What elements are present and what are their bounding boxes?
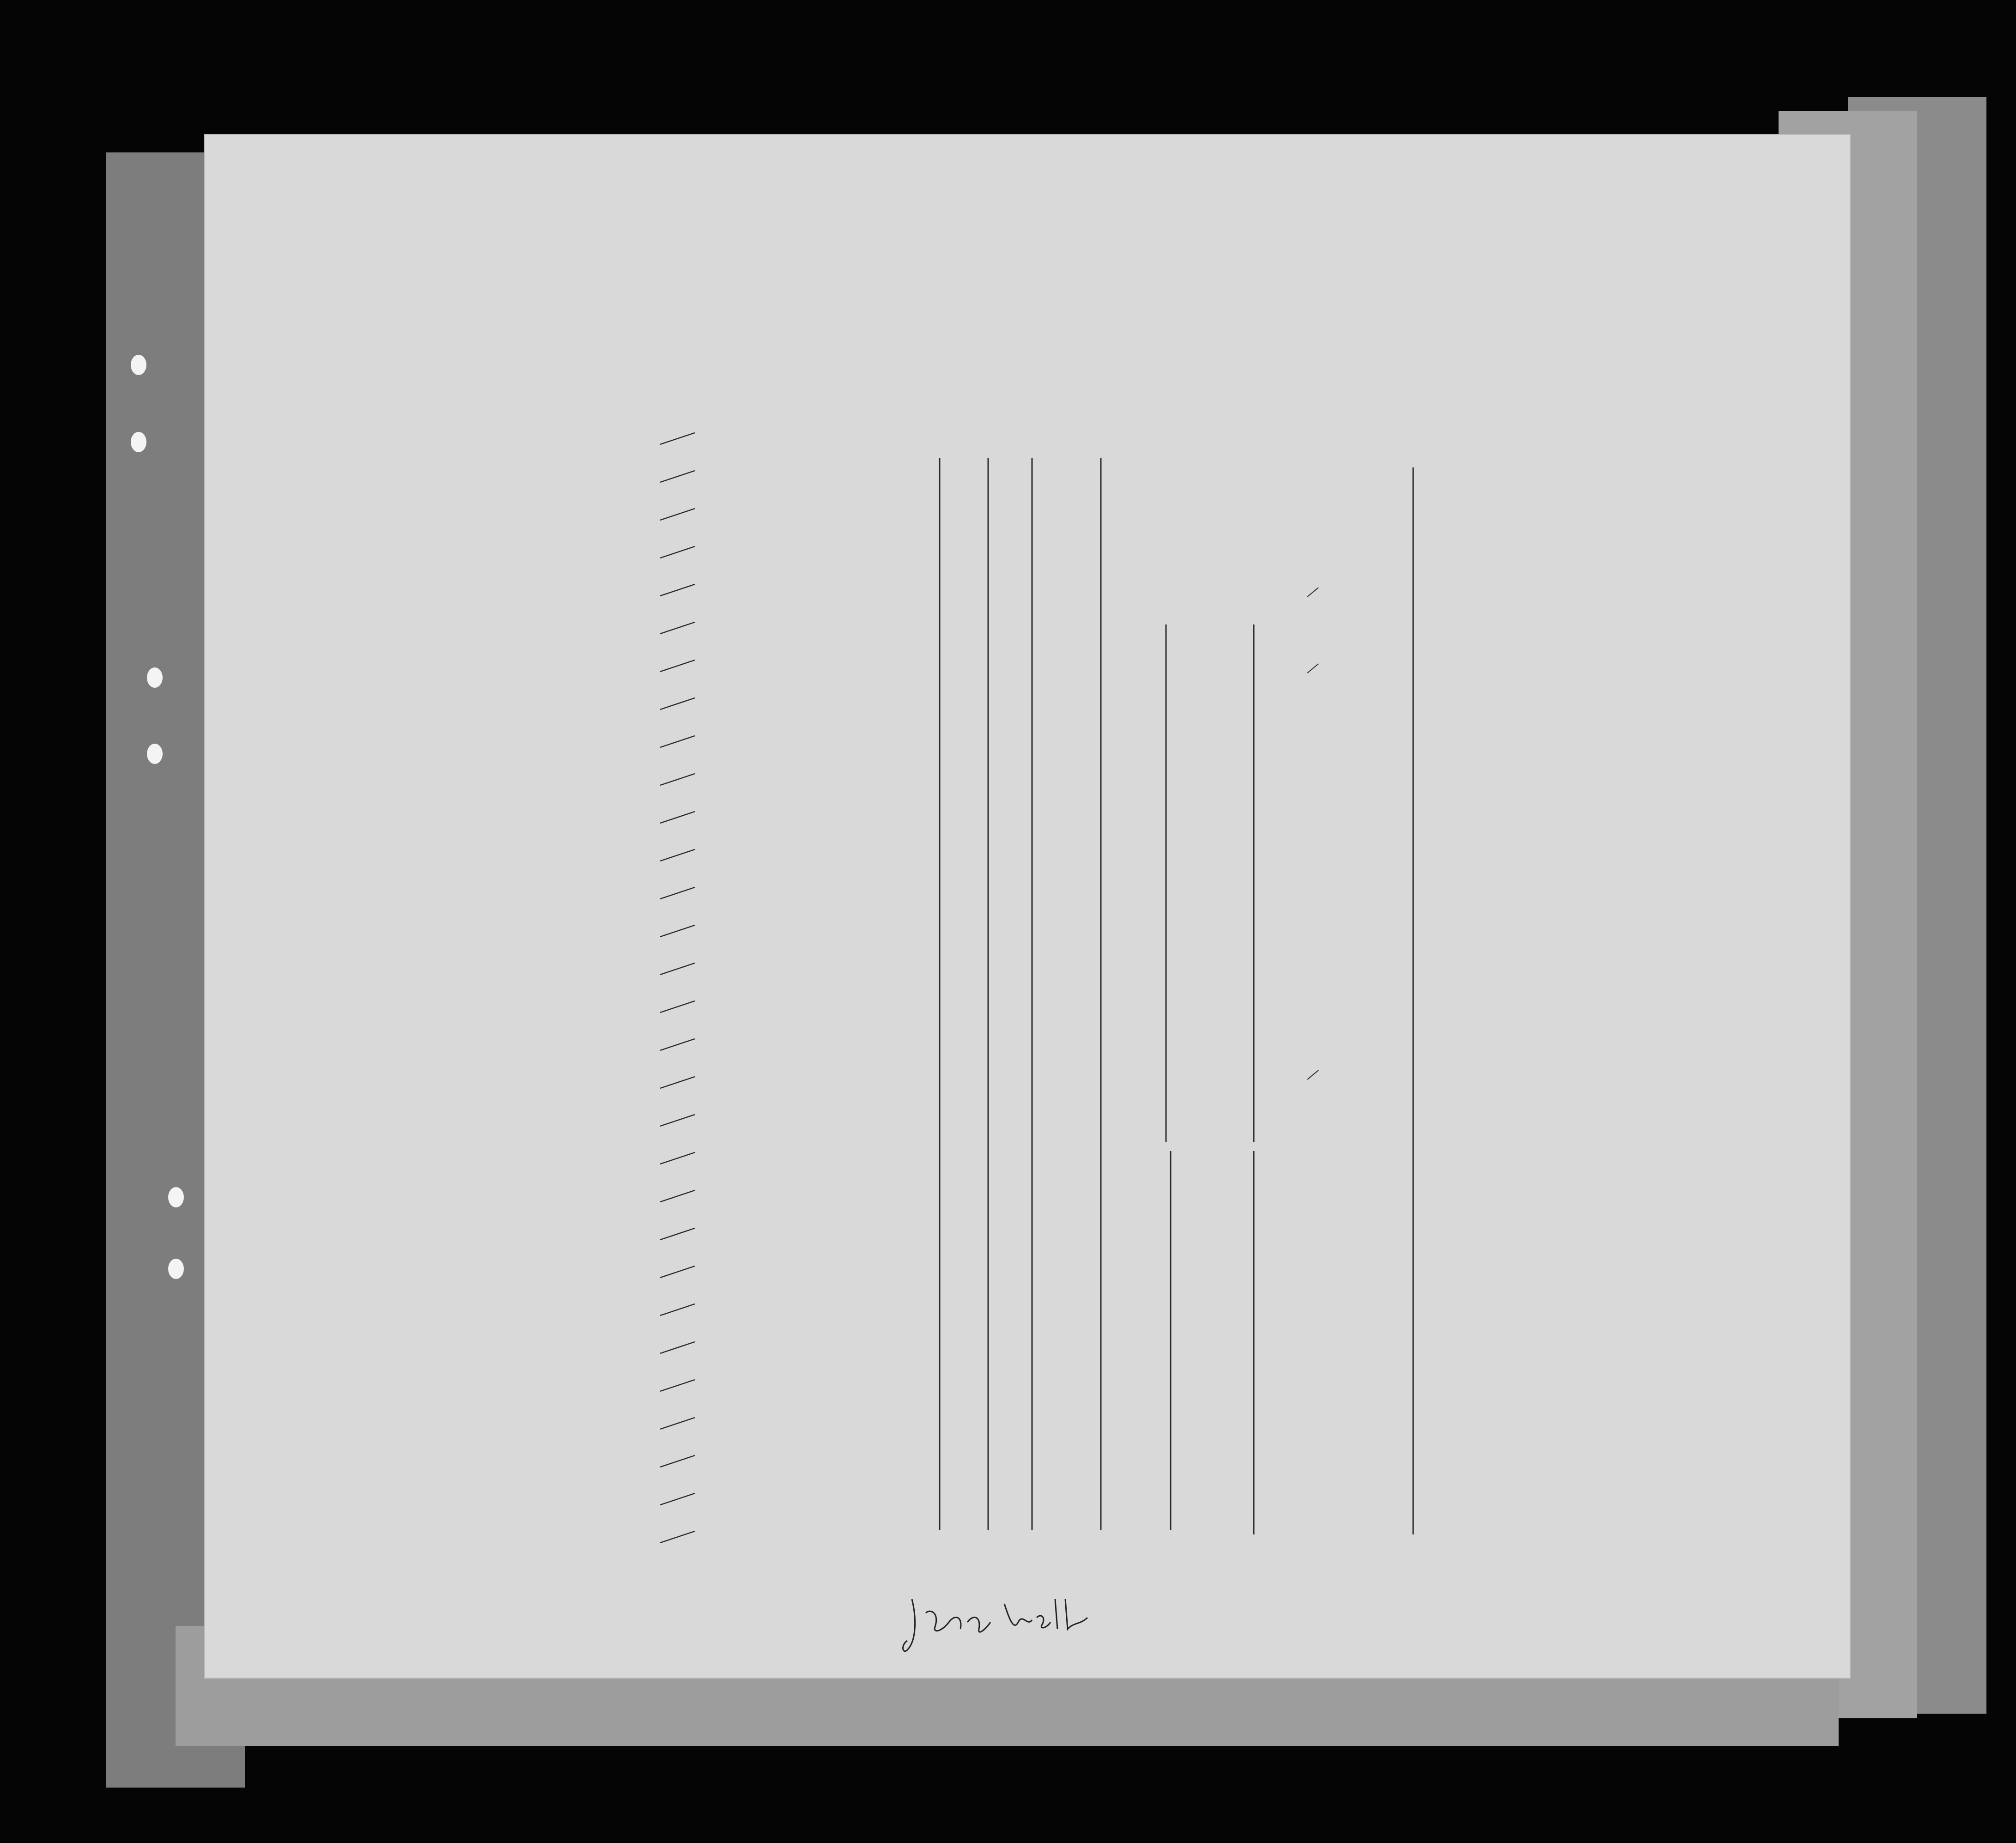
ditto-mark [660,1493,695,1505]
ditto-mark [660,1304,695,1316]
ditto-mark [660,1039,695,1050]
ditto-mark [660,546,695,558]
ditto-mark [660,812,695,823]
ditto-mark [660,887,695,899]
ditto-mark [660,1455,695,1467]
binder-hole [147,744,163,764]
ditto-mark [660,509,695,520]
ditto-mark [660,1001,695,1012]
binder-hole [131,432,146,452]
ditto-mark [660,1115,695,1126]
ditto-mark [660,849,695,861]
ditto-mark [660,622,695,634]
binder-hole [168,1259,184,1279]
ditto-mark [660,471,695,482]
ditto-mark [660,1152,695,1164]
binder-hole [168,1187,184,1207]
ditto-mark [1307,588,1318,597]
ditto-mark [660,1342,695,1353]
inspector-signature [898,1585,1092,1659]
ditto-mark [660,963,695,975]
ditto-mark [1307,1070,1318,1079]
ditto-mark [660,1380,695,1391]
ditto-mark [660,774,695,785]
ruled-grid [205,135,1850,1678]
ditto-mark [1307,664,1318,673]
ditto-mark [660,1266,695,1278]
ditto-mark [660,1531,695,1543]
ditto-mark [660,1228,695,1240]
ditto-mark [660,584,695,596]
ditto-mark [660,1077,695,1088]
ditto-mark [660,698,695,709]
ditto-mark [660,1418,695,1429]
ditto-mark [660,925,695,937]
ditto-mark [660,736,695,747]
ditto-mark [660,433,695,444]
ditto-mark [660,1190,695,1202]
binder-hole [131,355,146,375]
binder-hole [147,667,163,688]
manifest-page [204,134,1851,1679]
ditto-mark [660,660,695,672]
